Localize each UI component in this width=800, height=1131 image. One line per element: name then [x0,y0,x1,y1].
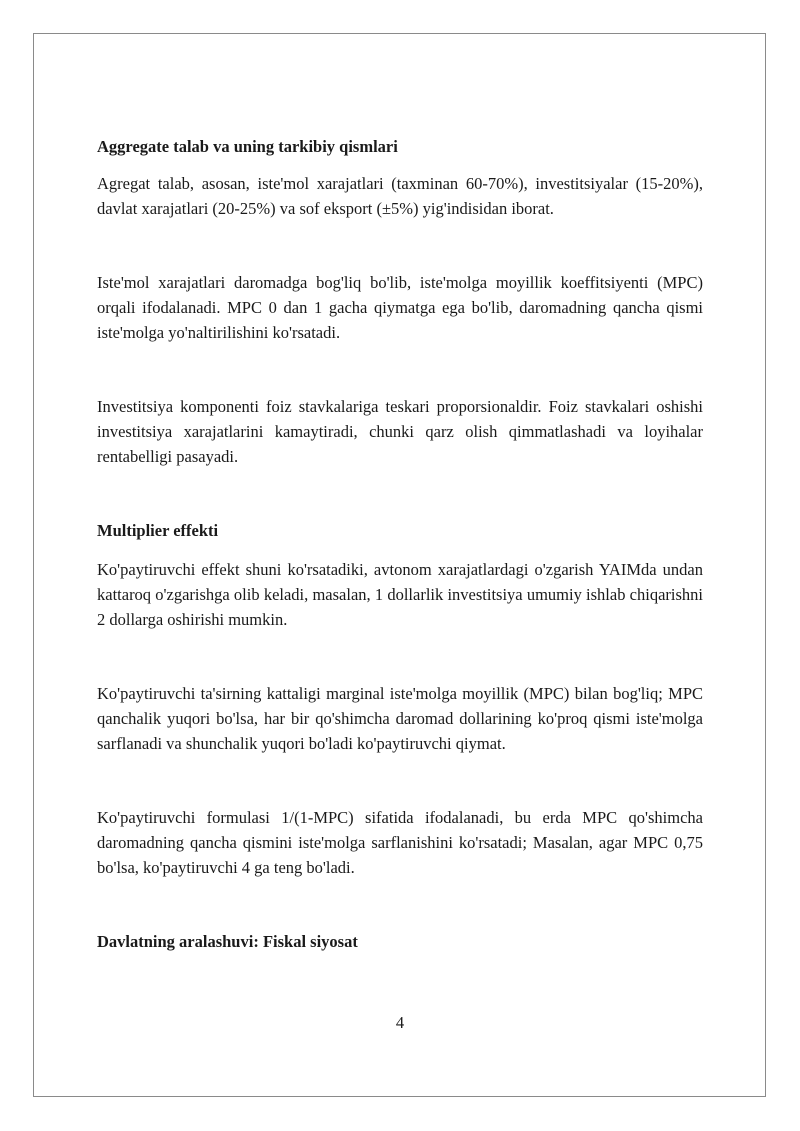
paragraph: Agregat talab, asosan, iste'mol xarajatlari (taxminan 60-70%), investitsiyalar (15-20%), davlat xarajatlari (20-25%) va sof eksport (±5%) yig'indisidan iborat. [97,174,703,218]
section-heading: Multiplier effekti [97,521,219,540]
paragraph: Ko'paytiruvchi formulasi 1/(1-MPC) sifatida ifodalanadi, bu erda MPC qo'shimcha daromadning qancha qismini iste'molga sarflanishini ko'rsatadi; Masalan, agar MPC 0,75 bo'lsa, ko'paytiruvchi 4 ga teng bo'ladi. [97,808,703,877]
section-heading: Aggregate talab va uning tarkibiy qismlari [97,137,398,156]
paragraph: Ko'paytiruvchi effekt shuni ko'rsatadiki, avtonom xarajatlardagi o'zgarish YAIMda undan kattaroq o'zgarishga olib keladi, masalan, 1 dollarlik investitsiya umumiy ishlab chiqarishni 2 dollarga oshirishi mumkin. [97,560,703,629]
section-multiplier [97,518,703,880]
section-aggregate-demand [97,134,703,469]
section-heading: Davlatning aralashuvi: Fiskal siyosat [97,932,358,951]
paragraph: Iste'mol xarajatlari daromadga bog'liq bo'lib, iste'molga moyillik koeffitsiyenti (MPC) orqali ifodalanadi. MPC 0 dan 1 gacha qiymatga ega bo'lib, daromadning qancha qismi iste'molga yo'naltirilishini ko'rsatadi. [97,273,703,342]
document-body [97,134,703,954]
section-fiscal-policy [97,929,703,954]
page-number: 4 [395,1013,405,1032]
paragraph: Investitsiya komponenti foiz stavkalariga teskari proporsionaldir. Foiz stavkalari oshishi investitsiya xarajatlarini kamaytiradi, chunki qarz olish qimmatlashadi va loyihalar rentabelligi pasayadi. [97,397,703,466]
paragraph: Ko'paytiruvchi ta'sirning kattaligi marginal iste'molga moyillik (MPC) bilan bog'liq; MPC qanchalik yuqori bo'lsa, har bir qo'shimcha daromad dollarining ko'proq qismi iste'molga sarflanadi va shunchalik yuqori bo'ladi ko'paytiruvchi qiymat. [97,684,703,753]
